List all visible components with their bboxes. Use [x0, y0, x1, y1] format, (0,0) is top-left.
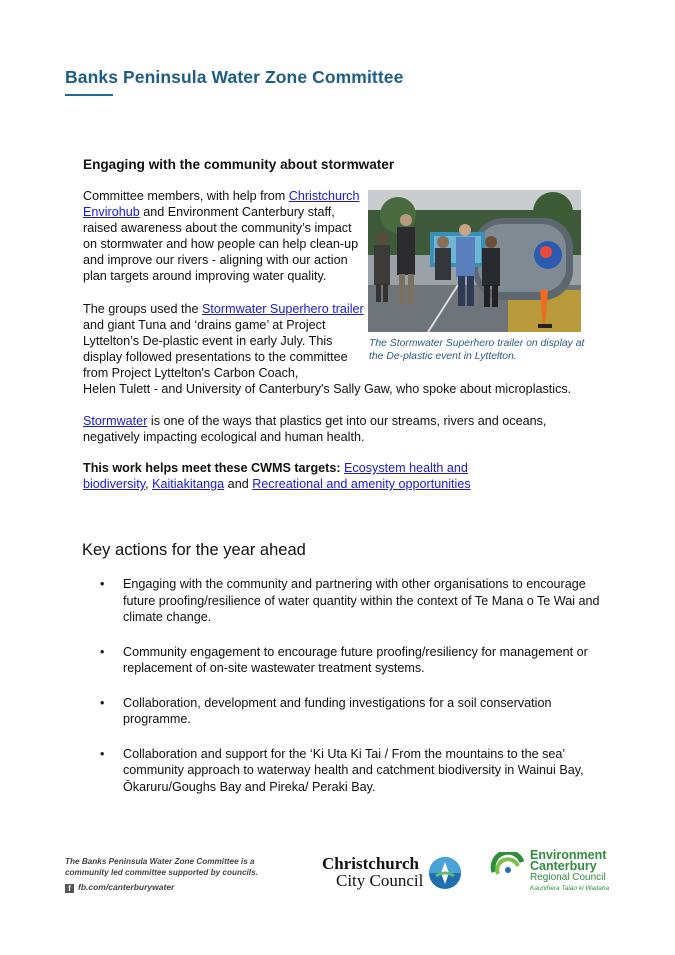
bullet-icon: • — [100, 695, 105, 710]
kaitiakitanga-link[interactable]: Kaitiakitanga — [152, 477, 225, 491]
ccc-logo-line1: Christchurch — [322, 854, 419, 873]
facebook-url: fb.com/canterburywater — [78, 882, 175, 892]
list-item — [100, 746, 600, 796]
bullet-icon: • — [100, 746, 105, 761]
footer-note: The Banks Peninsula Water Zone Committee is a community led committee supported by councils. — [65, 857, 258, 877]
paragraph-cwms-targets — [83, 460, 503, 492]
cwms-targets-label: This work helps meet these CWMS targets: — [83, 461, 345, 475]
list-item — [100, 695, 600, 728]
paragraph-stormwater — [83, 413, 603, 445]
paragraph-trailer-continued: Helen Tulett - and University of Canterbury's Sally Gaw, who spoke about microplastics. — [83, 382, 572, 396]
list-item-text: Community engagement to encourage future proofing/resiliency for management or replacement of on-site wastewater treatment systems. — [123, 644, 588, 675]
ecan-line1: Environment — [530, 848, 607, 862]
ecan-line2: Canterbury — [530, 859, 597, 873]
ccc-logo-line2: City Council — [336, 871, 424, 890]
envirohub-link[interactable]: Christchurch Envirohub — [83, 189, 360, 219]
key-actions-heading: Key actions for the year ahead — [82, 541, 306, 559]
list-item-text: Engaging with the community and partnering with other organisations to encourage future proofing/resilience of water quantity within the context of Te Mana o Te Wai and climate change. — [123, 577, 600, 624]
recreational-amenity-link[interactable]: Recreational and amenity opportunities — [252, 477, 471, 491]
para2-text-a: The groups used the — [83, 302, 203, 316]
key-actions-list — [100, 576, 600, 795]
separator-comma: , — [145, 477, 153, 491]
list-item — [100, 644, 600, 677]
bullet-icon: • — [100, 577, 105, 591]
ecan-emblem-icon — [490, 852, 528, 878]
paragraph-envirohub — [83, 188, 368, 284]
ecan-logo — [490, 850, 615, 896]
section-heading: Engaging with the community about stormwater — [83, 157, 395, 172]
ecosystem-health-link[interactable]: Ecosystem health and biodiversity — [83, 461, 468, 491]
ccc-logo — [322, 856, 462, 896]
bullet-icon: • — [100, 644, 105, 659]
paragraph-trailer — [83, 301, 373, 381]
list-item — [100, 576, 600, 626]
stormwater-superhero-link[interactable]: Stormwater Superhero trailer — [202, 302, 364, 316]
ecan-line4: Kaunihera Taiao ki Waitaha — [530, 885, 610, 892]
para1-text-a: Committee members, with help from — [83, 189, 289, 203]
facebook-icon: f — [65, 884, 74, 893]
list-item-text: Collaboration, development and funding investigations for a soil conservation programme. — [123, 695, 552, 726]
ecan-line3: Regional Council — [530, 872, 606, 883]
para3-text: is one of the ways that plastics get into our streams, rivers and oceans, negatively impacting ecological and human health. — [83, 414, 547, 444]
para1-text-b: and Environment Canterbury staff, raised awareness about the community’s impact on stormwater and how people can help clean-up and improve our rivers - aligning with our action plan targets around improving water quality. — [83, 205, 359, 283]
title-underline — [65, 94, 113, 96]
list-item-text: Collaboration and support for the ‘Ki Uta Ki Tai / From the mountains to the sea’ community approach to waterway health and catchment biodiversity in Wainui Bay, Ōkaruru/Goughs Bay and Pireka/ Peraki Bay. — [123, 746, 584, 794]
committee-title: Banks Peninsula Water Zone Committee — [65, 67, 404, 87]
trailer-photo — [368, 190, 581, 332]
facebook-link[interactable] — [65, 882, 174, 893]
stormwater-link[interactable]: Stormwater — [83, 414, 148, 428]
para2-text-b: and giant Tuna and ‘drains game’ at Project Lyttelton’s De-plastic event in early July. This display followed presentations to the committee from Project Lyttelton's Carbon Coach, — [83, 318, 348, 380]
ecan-wordmark — [530, 850, 609, 894]
photo-caption: The Stormwater Superhero trailer on display at the De-plastic event in Lyttelton. — [369, 338, 585, 362]
ccc-emblem-icon — [428, 856, 462, 890]
separator-and: and — [224, 477, 253, 491]
